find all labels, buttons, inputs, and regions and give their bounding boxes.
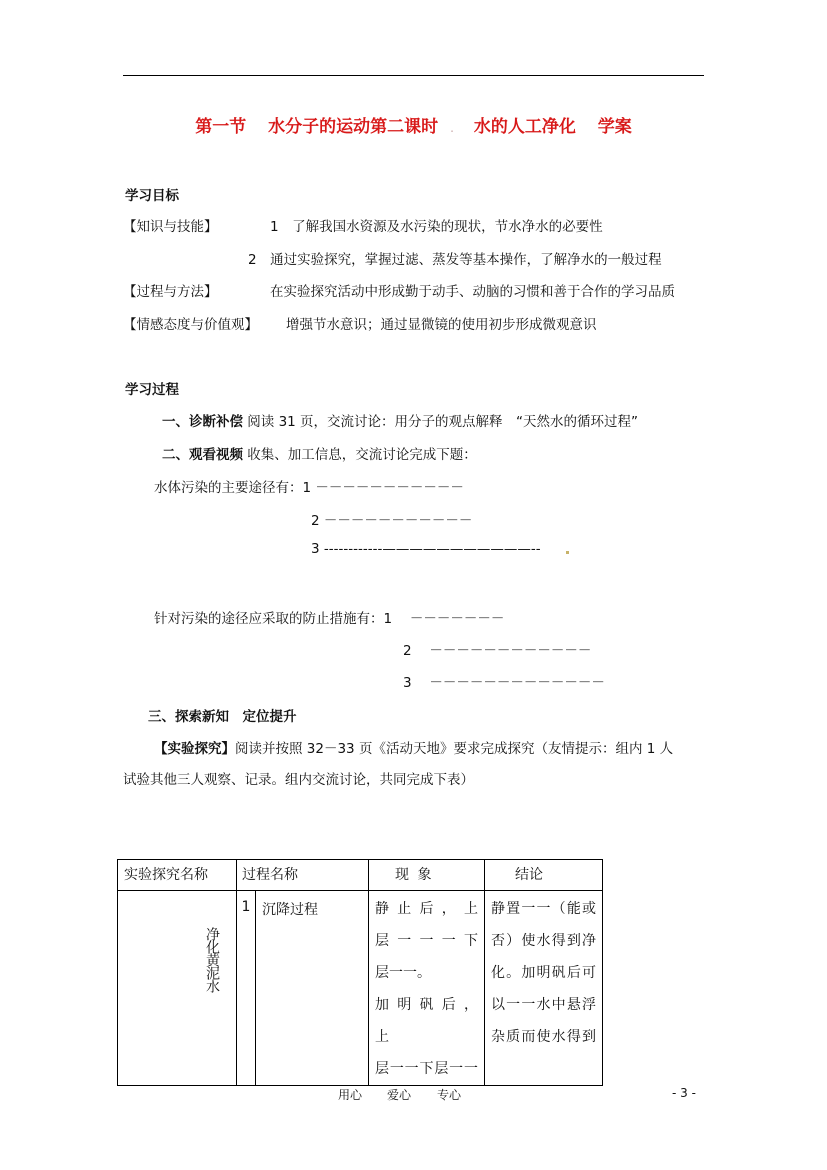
method-label: 【过程与方法】	[123, 284, 218, 300]
measures-prompt: 针对污染的途径应采取的防止措施有：1 －－－－－－－	[154, 611, 505, 627]
cell-phenomenon: 静 止 后 ， 上 层 一 一 一 下 层一一。 加 明 矾 后 ， 上 层一一下层一一	[369, 891, 485, 1086]
header-cell-name: 实验探究名称	[118, 860, 237, 891]
step1-label: 一、诊断补偿	[162, 414, 243, 430]
method-text: 在实验探究活动中形成勤于动手、动脑的习惯和善于合作的学习品质	[270, 284, 675, 300]
pollution-prompt: 水体污染的主要途径有：1 －－－－－－－－－－－	[154, 480, 464, 496]
title-section: 第一节	[195, 117, 247, 137]
title-lesson: 水分子的运动第二课时	[268, 117, 439, 137]
page-title	[0, 112, 827, 137]
page-number: - 3 -	[672, 1086, 696, 1100]
knowledge-label: 【知识与技能】	[123, 219, 218, 235]
step1-text: 阅读 31 页，交流讨论：用分子的观点解释 “天然水的循环过程”	[247, 414, 639, 430]
objectives-heading: 学习目标	[125, 188, 179, 204]
attitude-label: 【情感态度与价值观】	[123, 317, 258, 333]
cell-experiment-name	[118, 891, 237, 1086]
step1	[162, 410, 638, 430]
cell-process-name: 沉降过程	[256, 891, 369, 1086]
step2-text: 收集、加工信息，交流讨论完成下题：	[247, 447, 477, 463]
cell-index: 1	[237, 891, 256, 1086]
experiment-table	[117, 859, 603, 1086]
stray-mark	[566, 551, 569, 554]
experiment-line-1	[154, 737, 673, 757]
header-rule	[123, 75, 704, 76]
attitude-text: 增强节水意识；通过显微镜的使用初步形成微观意识	[286, 317, 597, 333]
experiment-name-vertical: 净化黄泥水	[204, 927, 220, 992]
pollution-item-3: 3 ------------———————————--	[311, 541, 541, 557]
table-row	[118, 891, 603, 1086]
cell-conclusion: 静置一一（能或 否）使水得到净 化。加明矾后可 以一一水中悬浮 杂质而使水得到	[485, 891, 603, 1086]
measures-item-3: 3 －－－－－－－－－－－－－	[403, 675, 605, 691]
process-heading: 学习过程	[125, 382, 179, 398]
title-separator: .	[450, 121, 454, 135]
step2	[162, 443, 477, 463]
table-header-row	[118, 860, 603, 891]
footer-motto-3: 专心	[437, 1088, 462, 1102]
step2-label: 二、观看视频	[162, 447, 243, 463]
measures-item-2: 2 －－－－－－－－－－－－	[403, 643, 592, 659]
experiment-text-1: 阅读并按照 32－33 页《活动天地》要求完成探究（友情提示：组内 1 人	[235, 741, 674, 757]
title-topic: 水的人工净化	[473, 117, 576, 137]
header-cell-phenomenon: 现 象	[369, 860, 485, 891]
experiment-line-2: 试验其他三人观察、记录。组内交流讨论，共同完成下表）	[123, 772, 474, 788]
header-cell-process: 过程名称	[237, 860, 369, 891]
pollution-item-2: 2 －－－－－－－－－－－	[311, 513, 473, 529]
step3-heading: 三、探索新知 定位提升	[148, 709, 297, 725]
experiment-label: 【实验探究】	[154, 741, 235, 757]
knowledge-item-2: 2 通过实验探究，掌握过滤、蒸发等基本操作，了解净水的一般过程	[248, 252, 662, 268]
footer-motto-2: 爱心	[387, 1088, 412, 1102]
header-cell-conclusion: 结论	[485, 860, 603, 891]
knowledge-item-1: 1 了解我国水资源及水污染的现状，节水净水的必要性	[270, 219, 603, 235]
title-doc-type: 学案	[597, 117, 632, 137]
footer-motto-1: 用心	[338, 1088, 363, 1102]
